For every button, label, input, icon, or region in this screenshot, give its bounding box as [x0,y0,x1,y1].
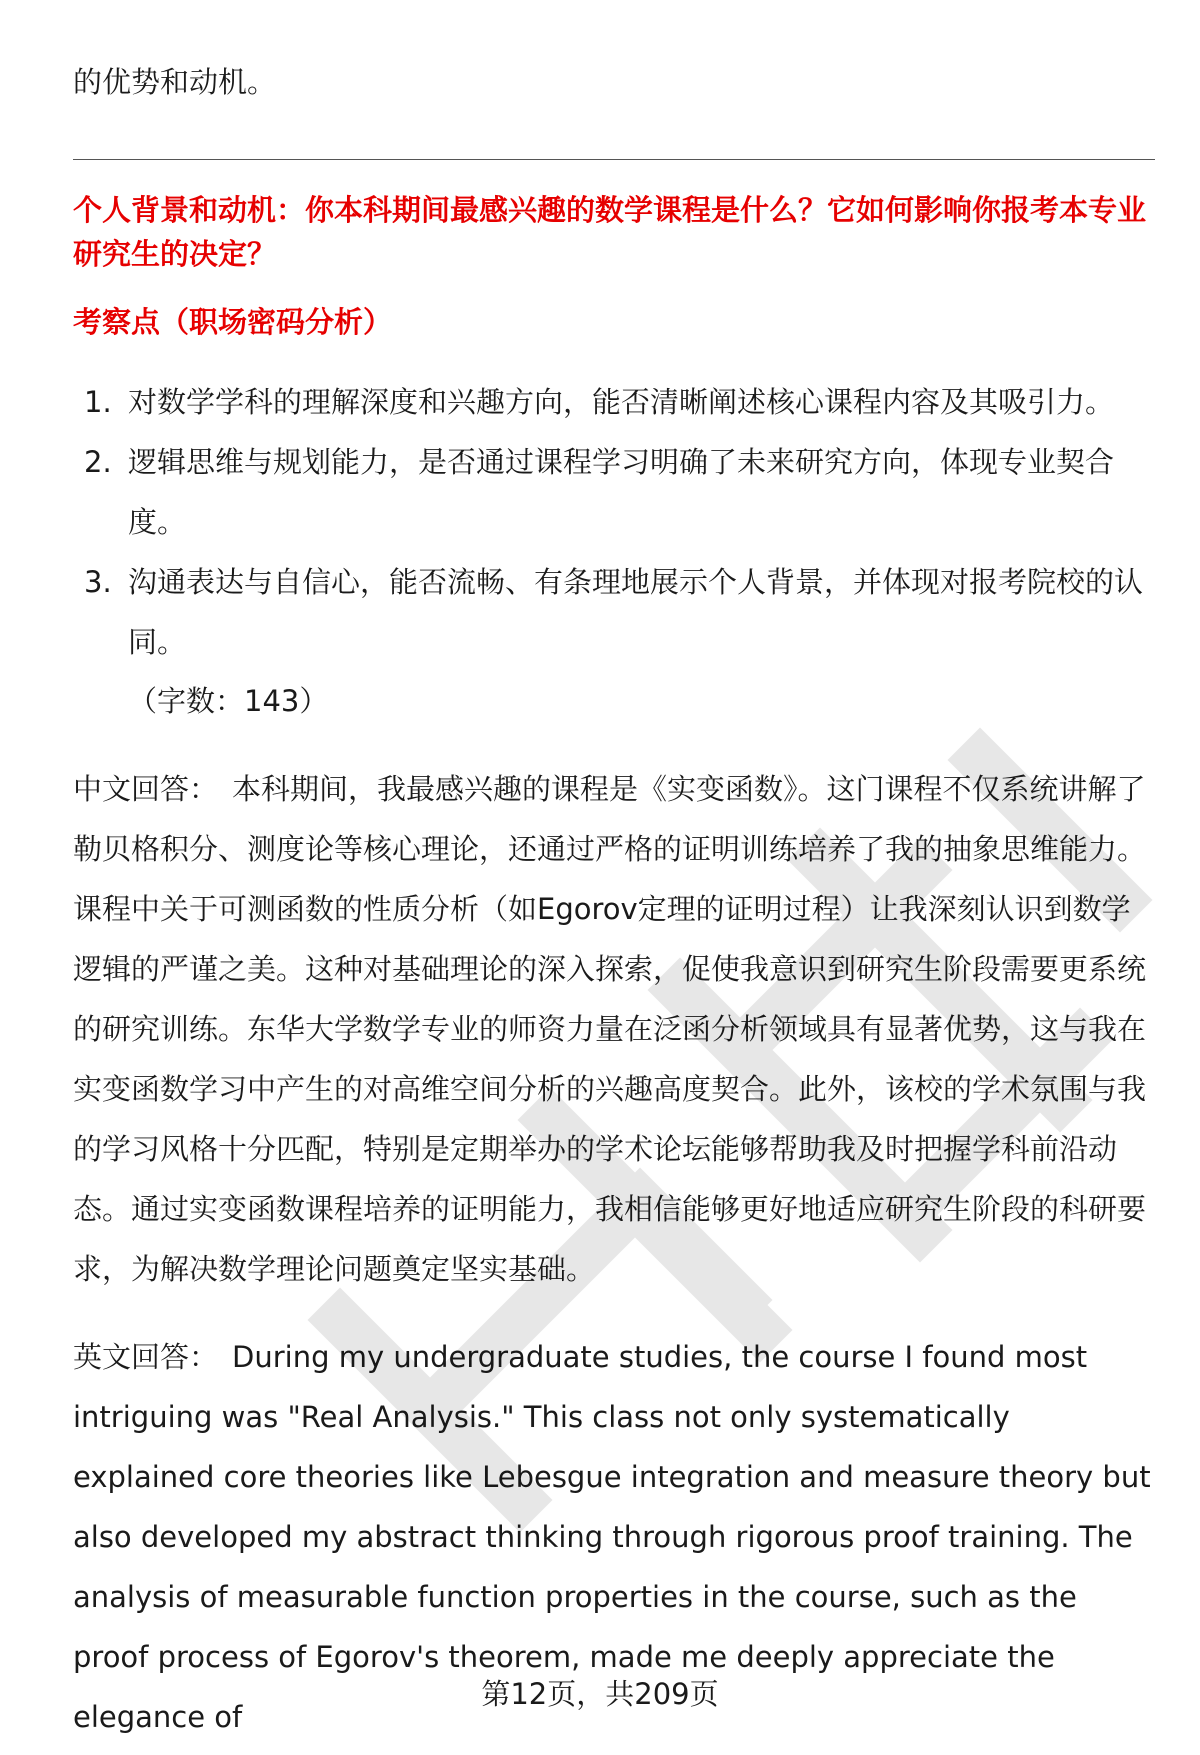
english-answer-text: During my undergraduate studies, the course I found most intriguing was "Real Analysis." This class not only systematically explained core theories like Lebesgue integration and measure theory but also developed my abstract thinking through rigorous proof training. The analysis of measurable function properties in the course, such as the proof process of Egorov's theorem, made me deeply appreciate the elegance of [73,1340,1151,1734]
list-item [73,372,1155,432]
question-heading: 个人背景和动机：你本科期间最感兴趣的数学课程是什么？它如何影响你报考本专业研究生的决定？ [73,193,1147,271]
evaluation-heading: 考察点（职场密码分析） [73,305,393,339]
evaluation-points-list [73,372,1155,672]
chinese-answer-text: 本科期间，我最感兴趣的课程是《实变函数》。这门课程不仅系统讲解了勒贝格积分、测度论等核心理论，还通过严格的证明训练培养了我的抽象思维能力。课程中关于可测函数的性质分析（如Egorov定理的证明过程）让我深刻认识到数学逻辑的严谨之美。这种对基础理论的深入探索，促使我意识到研究生阶段需要更系统的研究训练。东华大学数学专业的师资力量在泛函分析领域具有显著优势，这与我在实变函数学习中产生的对高维空间分析的兴趣高度契合。此外，该校的学术氛围与我的学习风格十分匹配，特别是定期举办的学术论坛能够帮助我及时把握学科前沿动态。通过实变函数课程培养的证明能力，我相信能够更好地适应研究生阶段的科研要求，为解决数学理论问题奠定坚实基础。 [73,772,1147,1286]
list-number: 1. [84,385,112,419]
list-text: 逻辑思维与规划能力，是否通过课程学习明确了未来研究方向，体现专业契合度。 [128,445,1115,539]
english-answer-label: 英文回答： [73,1340,219,1374]
page-footer: 第12页，共209页 [481,1677,719,1711]
word-count: （字数：143） [128,684,329,718]
chinese-answer [73,759,1155,1299]
list-item [73,552,1155,672]
section-divider [73,159,1155,160]
chinese-answer-label: 中文回答： [73,772,219,806]
list-text: 对数学学科的理解深度和兴趣方向，能否清晰阐述核心课程内容及其吸引力。 [128,385,1115,419]
list-item [73,432,1155,552]
list-number: 3. [84,565,112,599]
list-number: 2. [84,445,112,479]
list-text: 沟通表达与自信心，能否流畅、有条理地展示个人背景，并体现对报考院校的认同。 [128,565,1144,659]
continuation-text: 的优势和动机。 [73,65,277,99]
